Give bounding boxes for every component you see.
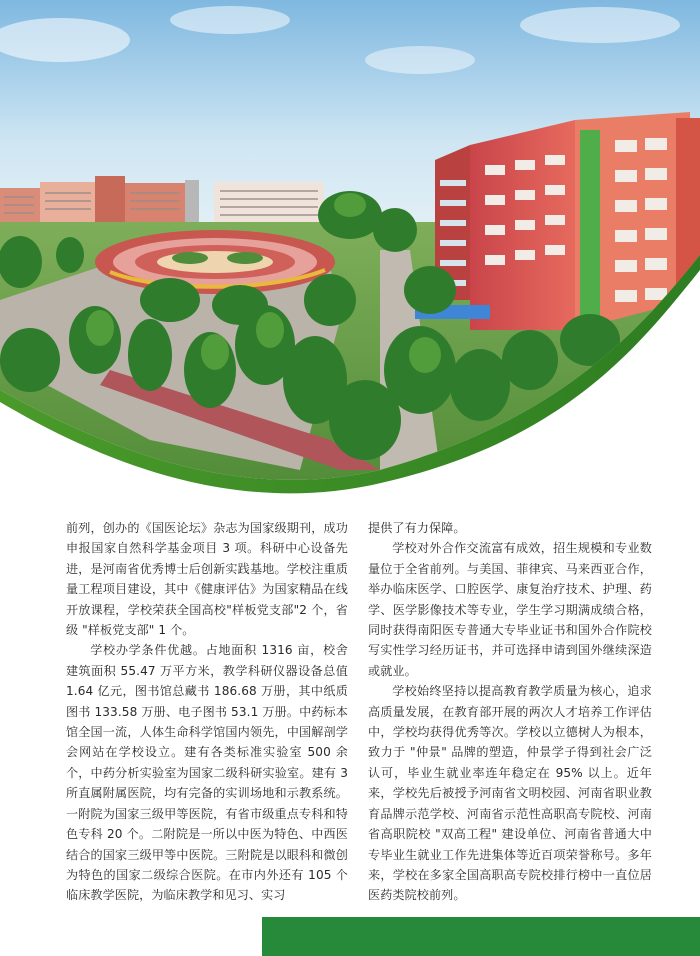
- footer-green-bar: [262, 917, 700, 956]
- article-right-column: [368, 518, 652, 906]
- paragraph: 学校对外合作交流富有成效，招生规模和专业数量位于全省前列。与美国、菲律宾、马来西亚合作，举办临床医学、口腔医学、康复治疗技术、护理、药学、医学影像技术等专业，学生学习期满成绩合格，同时获得南阳医专普通大专毕业证书和国外合作院校写实性学习经历证书，并可选择申请到国外继续深造或就业。: [368, 541, 652, 678]
- paragraph: 学校办学条件优越。占地面积 1316 亩，校舍建筑面积 55.47 万平方米，教学科研仪器设备总值 1.64 亿元，图书馆总藏书 186.68 万册，其中纸质图书 133.58 万册、电子图书 53.1 万册。中药标本馆全国一流，人体生命科学馆国内领先，中国解剖学会网站在学校设立。建有各类标准实验室 500 余个，中药分析实验室为国家二级科研实验室。建有 3 所直属附属医院，均有完备的实训场地和示教系统。一附院为国家三级甲等医院，有省市级重点专科和特色专科 20 个。二附院是一所以中医为特色、中西医结合的国家三级甲等中医院。三附院是以眼科和微创为特色的国家二级综合医院。在市内外还有 105 个临床教学医院，为临床教学和见习、实习: [66, 643, 348, 903]
- paragraph: 前列，创办的《国医论坛》杂志为国家级期刊，成功申报国家自然科学基金项目 3 项。科研中心设备先进，是河南省优秀博士后创新实践基地。学校注重质量工程项目建设，其中《健康评估》为国家精品在线开放课程，学校荣获全国高校"样板党支部"2 个，省级 "样板党支部" 1 个。: [66, 521, 348, 638]
- paragraph: 学校始终坚持以提高教育教学质量为核心，追求高质量发展，在教育部开展的两次人才培养工作评估中，学校均获得优秀等次。学校以立德树人为根本，致力于 "仲景" 品牌的塑造，仲景学子得到社会广泛认可，毕业生就业率连年稳定在 95% 以上。近年来，学校先后被授予河南省文明校园、河南省职业教育品牌示范学校、河南省示范性高职高专院校、河南省高职院校 "双高工程" 建设单位、河南省普通大中专毕业生就业工作先进集体等近百项荣誉称号。多年来，学校在多家全国高职高专院校排行榜中一直位居医药类院校前列。: [368, 684, 652, 903]
- paragraph: 提供了有力保障。: [368, 521, 466, 535]
- article-left-column: [66, 518, 348, 906]
